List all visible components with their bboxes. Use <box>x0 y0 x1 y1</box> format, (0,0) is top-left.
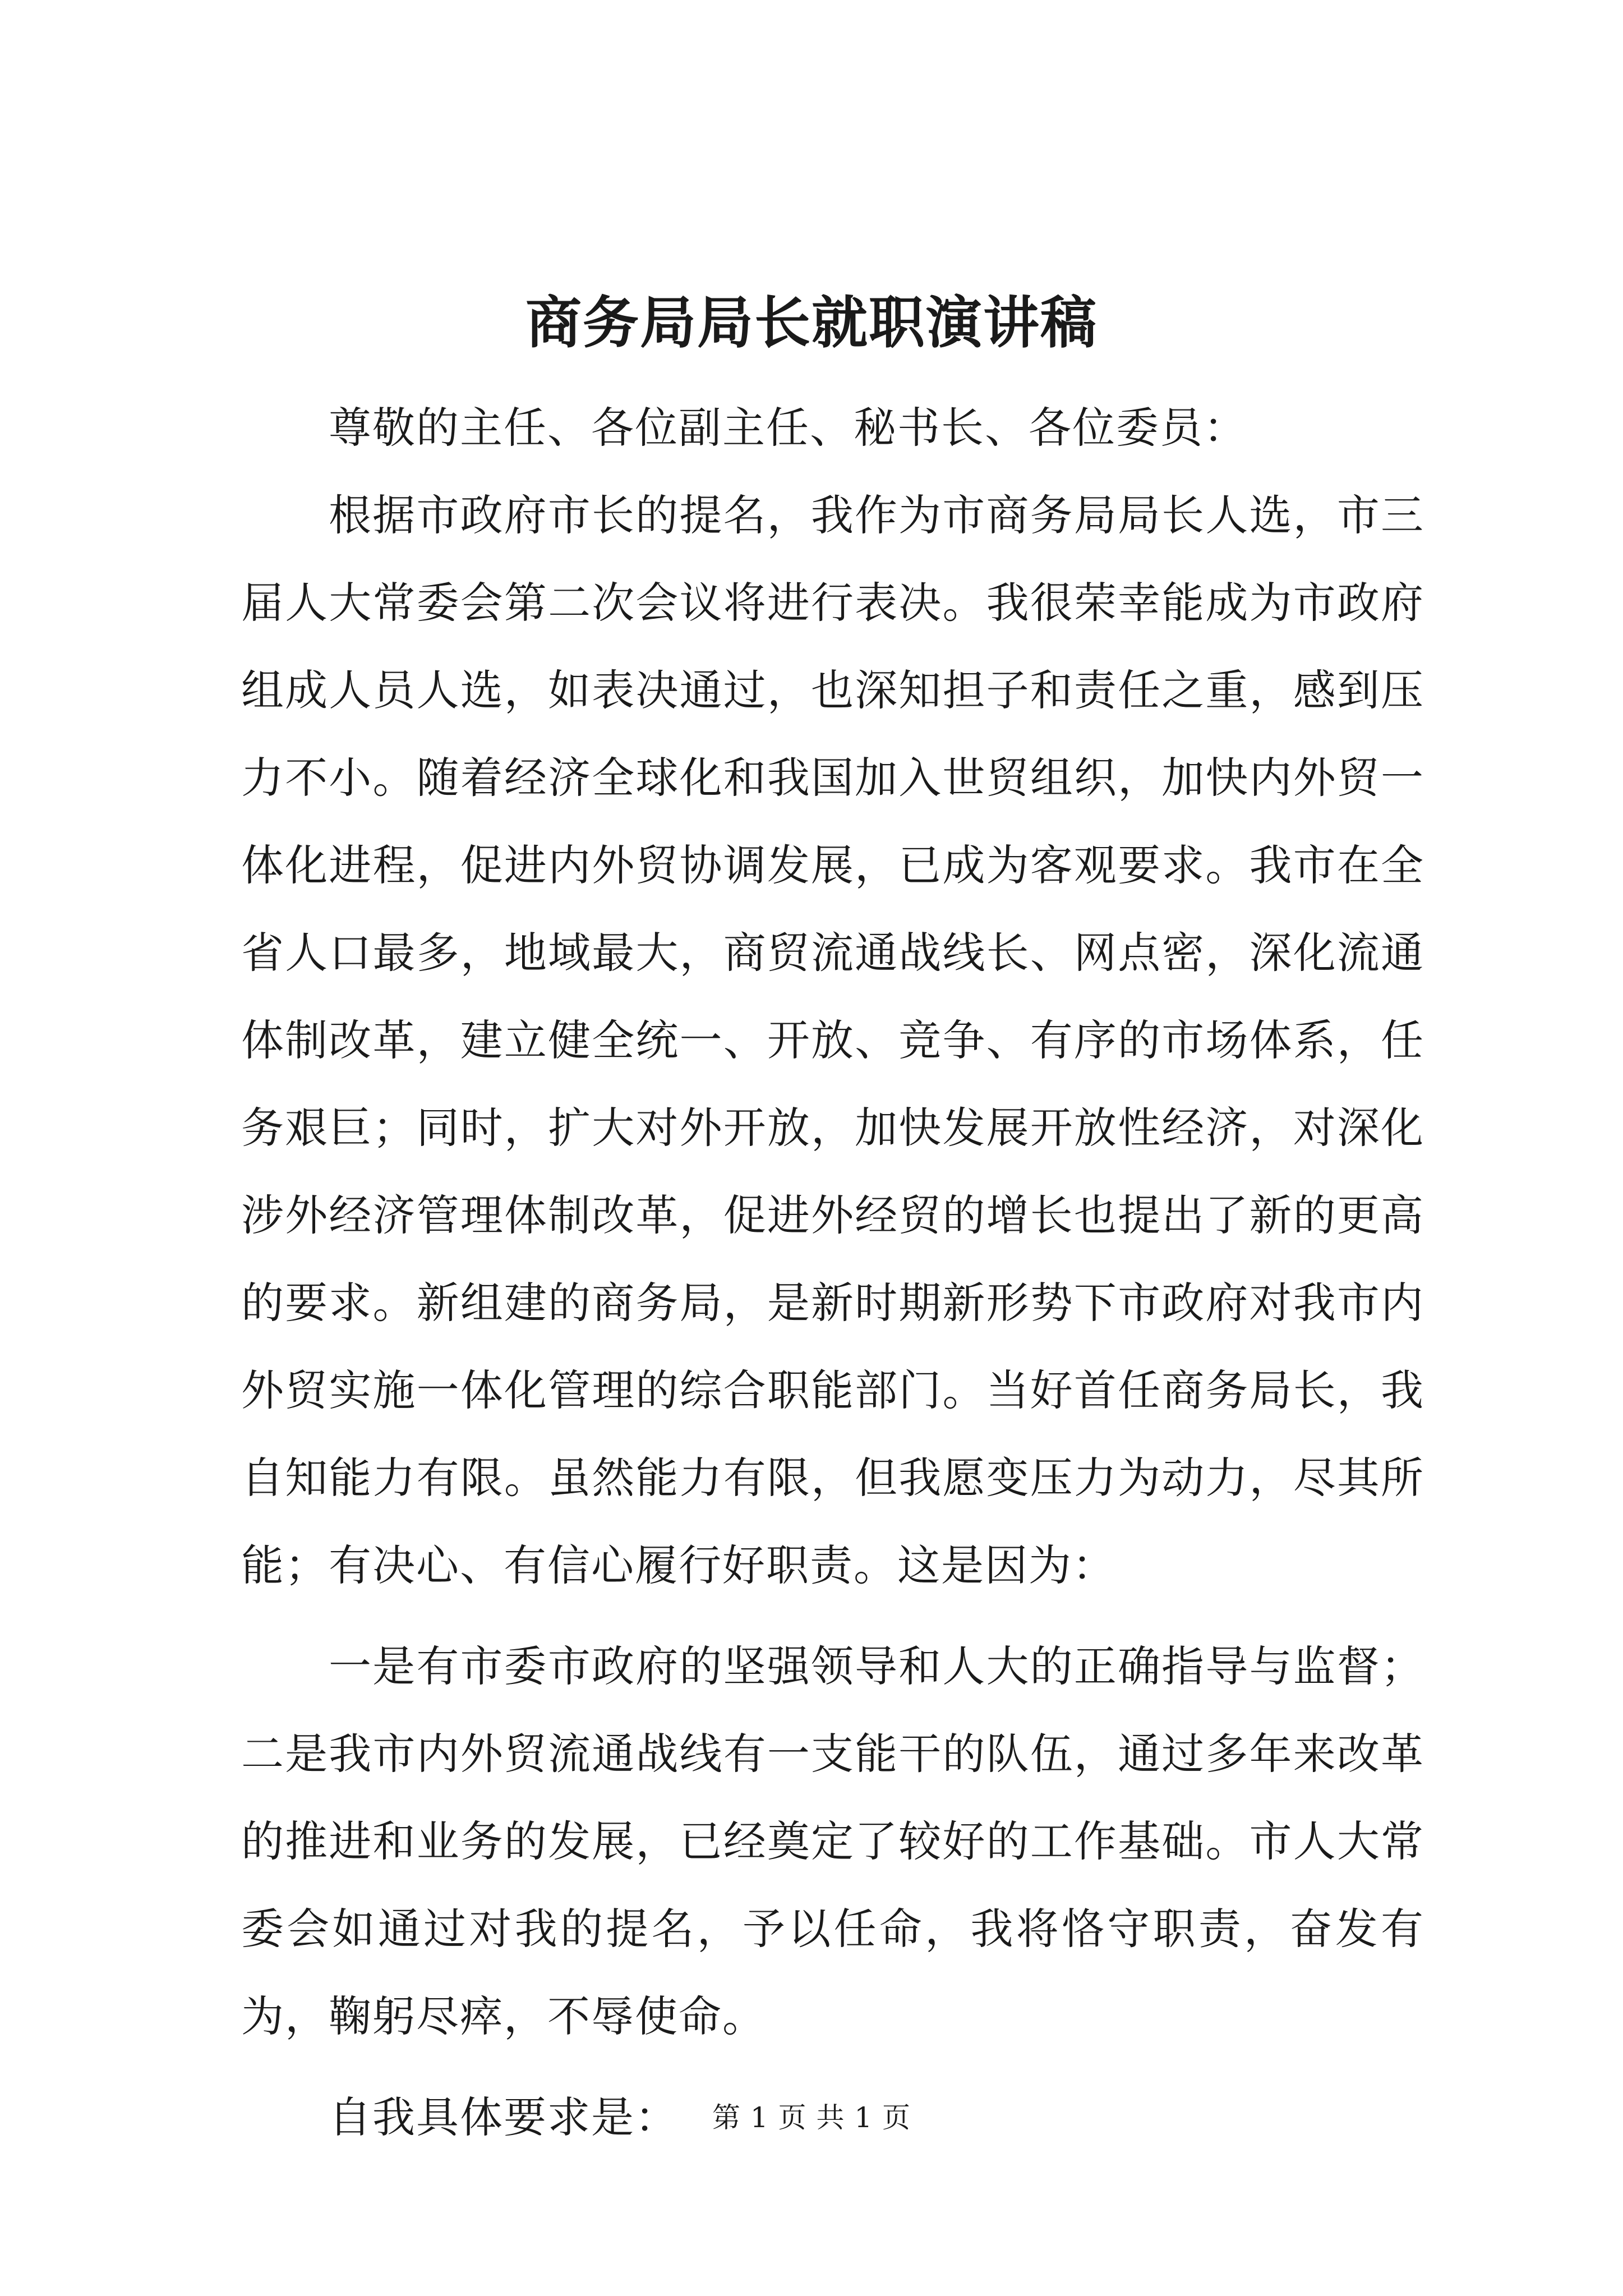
body-paragraph-1: 根据市政府市长的提名，我作为市商务局局长人选，市三届人大常委会第二次会议将进行表决。我很荣幸能成为市政府组成人员人选，如表决通过，也深知担子和责任之重，感到压力不小。随着经济全球化和我国加入世贸组织，加快内外贸一体化进程，促进内外贸协调发展，已成为客观要求。我市在全省人口最多，地域最大，商贸流通战线长、网点密，深化流通体制改革，建立健全统一、开放、竞争、有序的市场体系，任务艰巨；同时，扩大对外开放，加快发展开放性经济，对深化涉外经济管理体制改革，促进外经贸的增长也提出了新的更高的要求。新组建的商务局，是新时期新形势下市政府对我市内外贸实施一体化管理的综合职能部门。当好首任商务局长，我自知能力有限。虽然能力有限，但我愿变压力为动力，尽其所能；有决心、有信心履行好职责。这是因为： <box>241 490 1424 1590</box>
page-footer: 第 1 页 共 1 页 <box>712 2101 911 2134</box>
document-title: 商务局局长就职演讲稿 <box>525 289 1098 356</box>
salutation-paragraph: 尊敬的主任、各位副主任、秘书长、各位委员： <box>329 403 1247 453</box>
body-paragraph-2: 一是有市委市政府的坚强领导和人大的正确指导与监督；二是我市内外贸流通战线有一支能干的队伍，通过多年来改革的推进和业务的发展，已经奠定了较好的工作基础。市人大常委会如通过对我的提名，予以任命，我将恪守职责，奋发有为，鞠躬尽瘁，不辱使命。 <box>241 1641 1424 2041</box>
document-body <box>241 384 1424 2161</box>
body-paragraph-3: 自我具体要求是： <box>329 2092 679 2142</box>
